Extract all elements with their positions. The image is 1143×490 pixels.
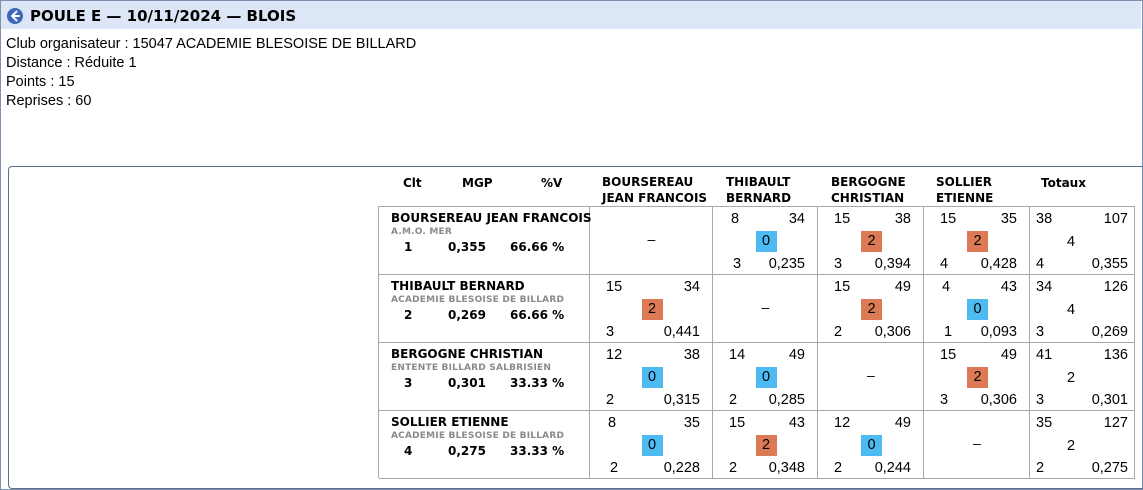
player-name: THIBAULT BERNARD bbox=[391, 279, 525, 293]
player-mgp: 0,275 bbox=[448, 444, 486, 458]
match-average: 0,235 bbox=[768, 256, 805, 272]
match-score: 43 bbox=[788, 415, 805, 431]
totals-average: 0,275 bbox=[1091, 460, 1128, 476]
match-reprises: 2 bbox=[834, 324, 843, 340]
match-points: 15 bbox=[606, 279, 623, 295]
match-average: 0,285 bbox=[768, 392, 805, 408]
match-cell[interactable] bbox=[818, 207, 924, 275]
match-cell[interactable] bbox=[590, 343, 713, 411]
match-score: 38 bbox=[894, 211, 911, 227]
match-reprises: 2 bbox=[729, 460, 738, 476]
match-cell bbox=[713, 275, 818, 343]
totals-match-points: 2 bbox=[1067, 370, 1076, 386]
back-arrow-icon[interactable] bbox=[7, 8, 23, 24]
player-row-3[interactable] bbox=[379, 343, 590, 411]
page-title: POULE E — 10/11/2024 — BLOIS bbox=[30, 7, 297, 25]
match-cell[interactable] bbox=[713, 207, 818, 275]
match-average: 0,306 bbox=[874, 324, 911, 340]
match-average: 0,306 bbox=[980, 392, 1017, 408]
distance-info: Distance : Réduite 1 bbox=[6, 55, 137, 71]
totals-points: 38 bbox=[1036, 211, 1053, 227]
match-score: 38 bbox=[683, 347, 700, 363]
player-row-1[interactable] bbox=[379, 207, 590, 275]
match-match-points-badge: 2 bbox=[967, 367, 988, 388]
player-mgp: 0,301 bbox=[448, 376, 486, 390]
header-pct-victory: %V bbox=[541, 176, 563, 190]
match-match-points-badge: 0 bbox=[756, 231, 777, 252]
match-points: 4 bbox=[942, 279, 951, 295]
match-cell bbox=[818, 343, 924, 411]
player-club: ACADEMIE BLESOISE DE BILLARD bbox=[391, 431, 565, 441]
match-cell[interactable] bbox=[924, 275, 1030, 343]
totals-score: 136 bbox=[1103, 347, 1128, 363]
totals-match-points: 4 bbox=[1067, 302, 1076, 318]
match-score: 49 bbox=[1000, 347, 1017, 363]
match-points: 14 bbox=[729, 347, 746, 363]
match-match-points-badge: 0 bbox=[861, 435, 882, 456]
match-score: 35 bbox=[683, 415, 700, 431]
player-club: ACADEMIE BLESOISE DE BILLARD bbox=[391, 295, 565, 305]
totals-cell bbox=[1030, 343, 1135, 411]
match-cell[interactable] bbox=[924, 343, 1030, 411]
match-points: 15 bbox=[834, 211, 851, 227]
match-match-points-badge: 2 bbox=[642, 299, 663, 320]
match-reprises: 2 bbox=[729, 392, 738, 408]
match-match-points-badge: 0 bbox=[642, 367, 663, 388]
match-average: 0,244 bbox=[874, 460, 911, 476]
match-match-points-badge: 2 bbox=[861, 231, 882, 252]
match-reprises: 3 bbox=[733, 256, 742, 272]
match-points: 15 bbox=[834, 279, 851, 295]
totals-reprises: 4 bbox=[1036, 256, 1045, 272]
match-match-points-badge: 2 bbox=[861, 299, 882, 320]
empty-dash: – bbox=[867, 367, 875, 383]
player-win-pct: 33.33 % bbox=[510, 444, 565, 458]
totals-match-points: 2 bbox=[1067, 438, 1076, 454]
totals-points: 35 bbox=[1036, 415, 1053, 431]
header-opponent-4: SOLLIER ETIENNE bbox=[936, 175, 994, 205]
empty-dash: – bbox=[973, 435, 981, 451]
player-mgp: 0,269 bbox=[448, 308, 486, 322]
totals-reprises: 3 bbox=[1036, 392, 1045, 408]
match-average: 0,441 bbox=[663, 324, 700, 340]
player-rank: 2 bbox=[404, 308, 413, 322]
match-reprises: 2 bbox=[606, 392, 615, 408]
organizing-club: Club organisateur : 15047 ACADEMIE BLESOISE DE BILLARD bbox=[6, 36, 417, 52]
match-reprises: 3 bbox=[834, 256, 843, 272]
match-reprises: 2 bbox=[834, 460, 843, 476]
match-score: 49 bbox=[894, 415, 911, 431]
title-bar bbox=[1, 1, 1141, 29]
match-points: 15 bbox=[729, 415, 746, 431]
player-rank: 1 bbox=[404, 240, 413, 254]
totals-cell bbox=[1030, 207, 1135, 275]
match-points: 8 bbox=[608, 415, 617, 431]
match-match-points-badge: 2 bbox=[756, 435, 777, 456]
results-grid bbox=[378, 206, 1135, 478]
player-rank: 4 bbox=[404, 444, 413, 458]
header-mgp: MGP bbox=[462, 176, 493, 190]
match-average: 0,093 bbox=[980, 324, 1017, 340]
match-reprises: 4 bbox=[940, 256, 949, 272]
match-match-points-badge: 0 bbox=[756, 367, 777, 388]
match-average: 0,348 bbox=[768, 460, 805, 476]
player-club: A.M.O. MER bbox=[391, 227, 452, 237]
player-club: ENTENTE BILLARD SALBRISIEN bbox=[391, 363, 552, 373]
header-opponent-2: THIBAULT BERNARD bbox=[726, 175, 792, 205]
match-match-points-badge: 2 bbox=[967, 231, 988, 252]
match-points: 15 bbox=[940, 211, 957, 227]
match-average: 0,428 bbox=[980, 256, 1017, 272]
totals-points: 34 bbox=[1036, 279, 1053, 295]
player-win-pct: 66.66 % bbox=[510, 240, 565, 254]
empty-dash: – bbox=[761, 299, 770, 315]
reprises-info: Reprises : 60 bbox=[6, 93, 92, 109]
totals-points: 41 bbox=[1036, 347, 1053, 363]
match-match-points-badge: 0 bbox=[642, 435, 663, 456]
totals-cell bbox=[1030, 275, 1135, 343]
points-info: Points : 15 bbox=[6, 74, 75, 90]
match-cell[interactable] bbox=[924, 207, 1030, 275]
header-clt: Clt bbox=[403, 176, 422, 190]
totals-score: 107 bbox=[1103, 211, 1128, 227]
player-win-pct: 33.33 % bbox=[510, 376, 565, 390]
match-points: 12 bbox=[834, 415, 851, 431]
match-match-points-badge: 0 bbox=[967, 299, 988, 320]
header-opponent-1: BOURSEREAU JEAN FRANCOIS bbox=[602, 175, 708, 205]
totals-average: 0,269 bbox=[1091, 324, 1128, 340]
empty-dash: – bbox=[647, 231, 656, 247]
match-cell[interactable] bbox=[818, 411, 924, 479]
match-cell[interactable] bbox=[713, 343, 818, 411]
match-score: 43 bbox=[1000, 279, 1017, 295]
match-cell[interactable] bbox=[590, 275, 713, 343]
totals-cell bbox=[1030, 411, 1135, 479]
player-mgp: 0,355 bbox=[448, 240, 486, 254]
match-points: 8 bbox=[731, 211, 740, 227]
totals-average: 0,301 bbox=[1091, 392, 1128, 408]
totals-reprises: 2 bbox=[1036, 460, 1045, 476]
match-average: 0,394 bbox=[874, 256, 911, 272]
totals-score: 126 bbox=[1103, 279, 1128, 295]
match-cell bbox=[924, 411, 1030, 479]
player-rank: 3 bbox=[404, 376, 413, 390]
match-cell[interactable] bbox=[818, 275, 924, 343]
totals-score: 127 bbox=[1103, 415, 1128, 431]
player-name: SOLLIER ETIENNE bbox=[391, 415, 509, 429]
header-totals: Totaux bbox=[1041, 176, 1086, 190]
match-points: 12 bbox=[606, 347, 623, 363]
match-reprises: 1 bbox=[944, 324, 953, 340]
match-cell bbox=[590, 207, 713, 275]
match-score: 35 bbox=[1000, 211, 1017, 227]
match-average: 0,315 bbox=[663, 392, 700, 408]
match-score: 34 bbox=[683, 279, 700, 295]
match-score: 34 bbox=[788, 211, 805, 227]
match-reprises: 2 bbox=[610, 460, 619, 476]
player-row-2[interactable] bbox=[379, 275, 590, 343]
match-cell[interactable] bbox=[590, 411, 713, 479]
match-score: 49 bbox=[788, 347, 805, 363]
totals-average: 0,355 bbox=[1091, 256, 1128, 272]
match-reprises: 3 bbox=[940, 392, 949, 408]
player-row-4[interactable] bbox=[379, 411, 590, 479]
match-average: 0,228 bbox=[663, 460, 700, 476]
match-reprises: 3 bbox=[606, 324, 615, 340]
match-score: 49 bbox=[894, 279, 911, 295]
player-name: BOURSEREAU JEAN FRANCOIS bbox=[391, 211, 592, 225]
match-points: 15 bbox=[940, 347, 957, 363]
player-win-pct: 66.66 % bbox=[510, 308, 565, 322]
player-name: BERGOGNE CHRISTIAN bbox=[391, 347, 544, 361]
totals-match-points: 4 bbox=[1067, 234, 1076, 250]
match-cell[interactable] bbox=[713, 411, 818, 479]
header-opponent-3: BERGOGNE CHRISTIAN bbox=[831, 175, 906, 205]
totals-reprises: 3 bbox=[1036, 324, 1045, 340]
